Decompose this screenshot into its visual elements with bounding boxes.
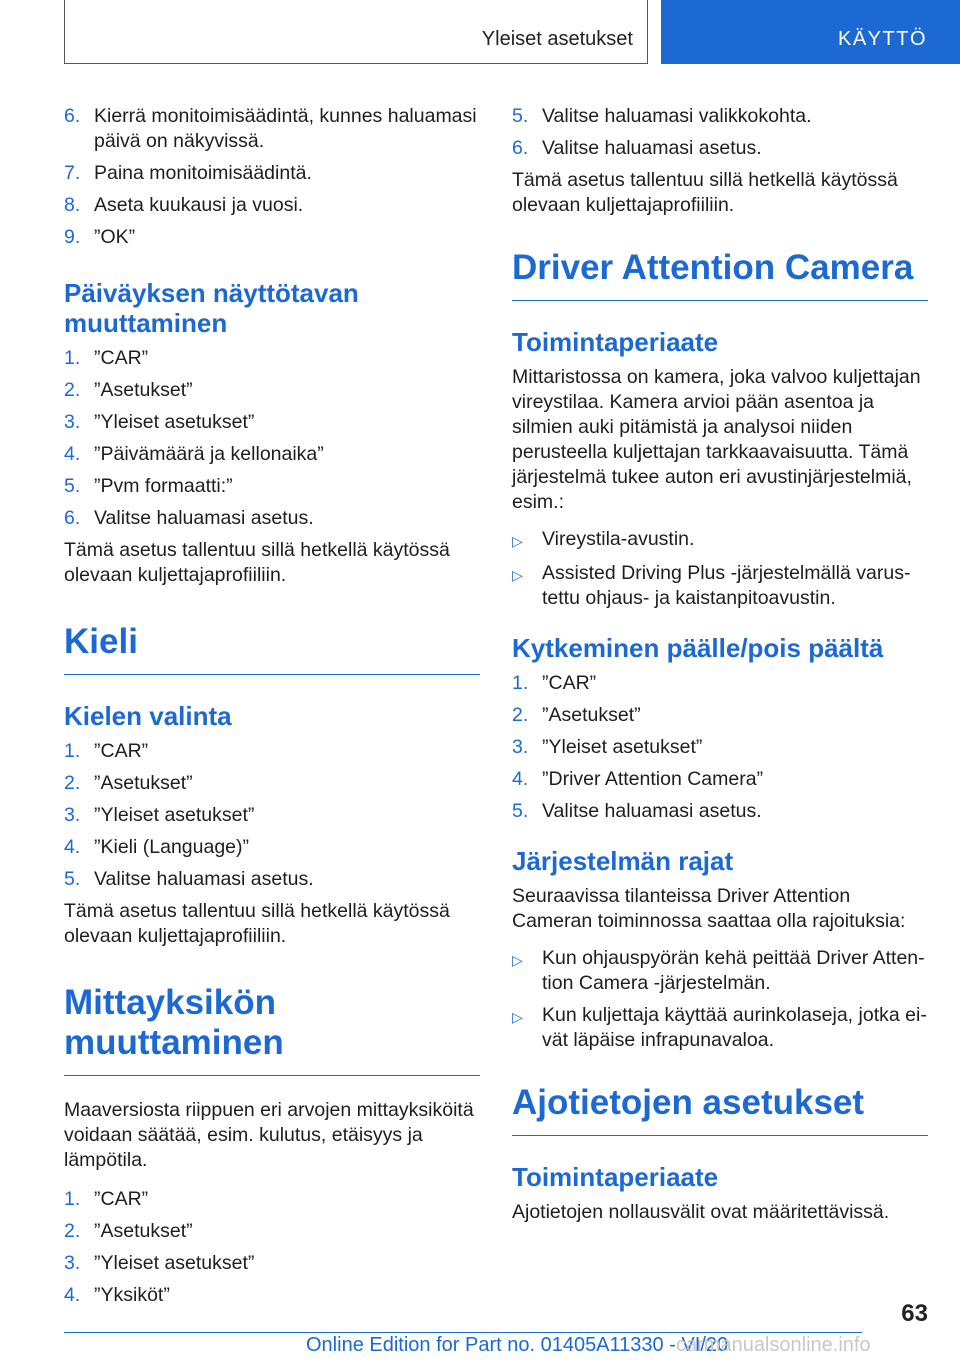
bullet-item [512,946,928,996]
step-text: ”Yleiset asetukset” [94,411,255,433]
step-item [64,225,480,250]
note-menu-select: Tämä asetus tallentuu sillä hetkellä käytössä olevaan kuljettajaprofiiliin. [512,169,898,216]
system-limits-text: Seuraavissa tilanteissa Driver Attention Cameran toiminnossa saattaa olla rajoituksia: [512,885,906,932]
step-text: ”CAR” [94,347,149,369]
header-section-box [64,0,648,64]
steps-date-set [64,104,480,250]
bullet-item [512,527,928,554]
bullet-item [512,1003,928,1053]
step-number: 9. [64,226,81,248]
step-item [512,104,928,129]
bullet-text: Kun kuljettaja käyttää aurinkolaseja, jotka eivät läpäise infrapunavaloa. [542,1004,927,1051]
step-text: Valitse haluamasi asetus. [542,137,762,159]
step-number: 5. [64,868,81,890]
steps-date-format [64,346,480,531]
step-text: ”Asetukset” [542,704,641,726]
bullet-text: Kun ohjauspyörän kehä peittää Driver Attention Camera -järjestelmän. [542,947,925,994]
step-text: ”Yksiköt” [94,1284,170,1306]
step-text: ”Yleiset asetukset” [94,804,255,826]
step-number: 2. [512,704,529,726]
step-number: 4. [64,443,81,465]
header-chapter-box [661,0,960,64]
section-title-camera: Driver Attention Camera [512,248,928,301]
step-text: Valitse haluamasi asetus. [94,868,314,890]
step-text: ”Asetukset” [94,379,193,401]
step-text: ”Yleiset asetukset” [542,736,703,758]
step-item [64,442,480,467]
steps-units [64,1187,480,1308]
step-number: 4. [512,768,529,790]
steps-language [64,739,480,892]
step-item [64,378,480,403]
triangle-bullet-icon: ▷ [512,567,523,583]
step-text: Paina monitoimisäädintä. [94,162,312,184]
step-number: 3. [64,411,81,433]
triangle-bullet-icon: ▷ [512,1009,523,1025]
step-item [512,703,928,728]
triangle-bullet-icon: ▷ [512,952,523,968]
step-number: 3. [64,1252,81,1274]
step-item [512,671,928,696]
step-number: 6. [64,105,81,127]
step-number: 2. [64,379,81,401]
step-text: ”Driver Attention Camera” [542,768,764,790]
step-item [512,799,928,824]
step-text: ”Asetukset” [94,772,193,794]
step-number: 4. [64,836,81,858]
note-language: Tämä asetus tallentuu sillä hetkellä käytössä olevaan kuljettajaprofiiliin. [64,900,450,947]
bullets-camera-assist [512,527,928,611]
step-item [64,803,480,828]
steps-menu-select [512,104,928,161]
right-column [512,104,928,1233]
trip-principle-text: Ajotietojen nollausvälit ovat määritettävissä. [512,1201,890,1223]
step-number: 5. [512,105,529,127]
step-number: 7. [64,162,81,184]
camera-principle-text: Mittaristossa on kamera, joka valvoo kuljettajan vireystilaa. Kamera arvioi pään asentoa ja silmien auki pitämistä ja analysoi niiden perusteella kuljettajan tarkkaavaisuutta. Tämä järjestelmä tukee auton eri avustinjärjestelmiä, esim.: [512,366,921,513]
step-item [64,1251,480,1276]
step-item [64,739,480,764]
step-item [512,735,928,760]
step-number: 6. [512,137,529,159]
step-item [64,410,480,435]
step-item [64,474,480,499]
section-title-language: Kieli [64,622,480,675]
footer-edition: Online Edition for Part no. 01405A11330 - VI/20 [306,1334,729,1356]
bullet-item [512,561,928,611]
step-text: ”Kieli (Language)” [94,836,250,858]
step-item [64,1187,480,1212]
step-item [64,346,480,371]
watermark-text: carmanualsonline.info [676,1334,871,1356]
units-intro: Maaversiosta riippuen eri arvojen mittayksiköitä voidaan säätää, esim. kulutus, etäisyys ja lämpötila. [64,1099,474,1171]
step-number: 5. [64,475,81,497]
step-text: ”Yleiset asetukset” [94,1252,255,1274]
step-text: ”Pvm formaatti:” [94,475,233,497]
step-number: 4. [64,1284,81,1306]
section-title-units: Mittayksikön muuttaminen [64,983,480,1076]
triangle-bullet-icon: ▷ [512,533,523,549]
step-item [512,136,928,161]
step-item [64,771,480,796]
step-number: 1. [64,1188,81,1210]
left-column [64,104,480,1315]
step-number: 5. [512,800,529,822]
step-text: Valitse haluamasi asetus. [542,800,762,822]
step-text: ”CAR” [94,1188,149,1210]
heading-language-select: Kielen valinta [64,701,232,731]
heading-system-limits: Järjestelmän rajat [512,846,734,876]
step-number: 8. [64,194,81,216]
heading-date-format: Päiväyksen näyttötavan muuttaminen [64,278,359,338]
step-text: ”OK” [94,226,136,248]
step-item [64,1219,480,1244]
page-number: 63 [901,1300,928,1327]
step-item [512,767,928,792]
step-number: 3. [512,736,529,758]
step-number: 1. [64,347,81,369]
footer-divider [64,1332,862,1333]
header-section-title: Yleiset asetukset [481,28,633,50]
step-item [64,1283,480,1308]
header-chapter-title: KÄYTTÖ [837,28,927,50]
step-item [64,104,480,154]
heading-camera-principle: Toimintaperiaate [512,327,719,357]
step-text: ”Asetukset” [94,1220,193,1242]
step-item [64,506,480,531]
step-number: 2. [64,772,81,794]
step-number: 3. [64,804,81,826]
step-item [64,193,480,218]
section-title-trip-data: Ajotietojen asetukset [512,1083,928,1136]
bullets-system-limits [512,946,928,1053]
step-item [64,867,480,892]
step-number: 1. [64,740,81,762]
step-text: Valitse haluamasi valikkokohta. [542,105,812,127]
step-text: Kierrä monitoimisäädintä, kunnes haluamasi päivä on näkyvissä. [94,105,477,152]
note-date-format: Tämä asetus tallentuu sillä hetkellä käytössä olevaan kuljettajaprofiiliin. [64,539,450,586]
heading-camera-onoff: Kytkeminen päälle/pois päältä [512,633,884,663]
step-text: ”Päivämäärä ja kellonaika” [94,443,324,465]
bullet-text: Assisted Driving Plus -järjestelmällä varustettu ohjaus- ja kaistanpitoavustin. [542,562,911,609]
step-text: Valitse haluamasi asetus. [94,507,314,529]
step-item [64,835,480,860]
step-number: 2. [64,1220,81,1242]
heading-trip-principle: Toimintaperiaate [512,1162,719,1192]
step-number: 6. [64,507,81,529]
step-text: ”CAR” [94,740,149,762]
bullet-text: Vireystila-avustin. [542,528,695,550]
steps-camera-onoff [512,671,928,824]
step-text: ”CAR” [542,672,597,694]
step-number: 1. [512,672,529,694]
step-item [64,161,480,186]
step-text: Aseta kuukausi ja vuosi. [94,194,304,216]
